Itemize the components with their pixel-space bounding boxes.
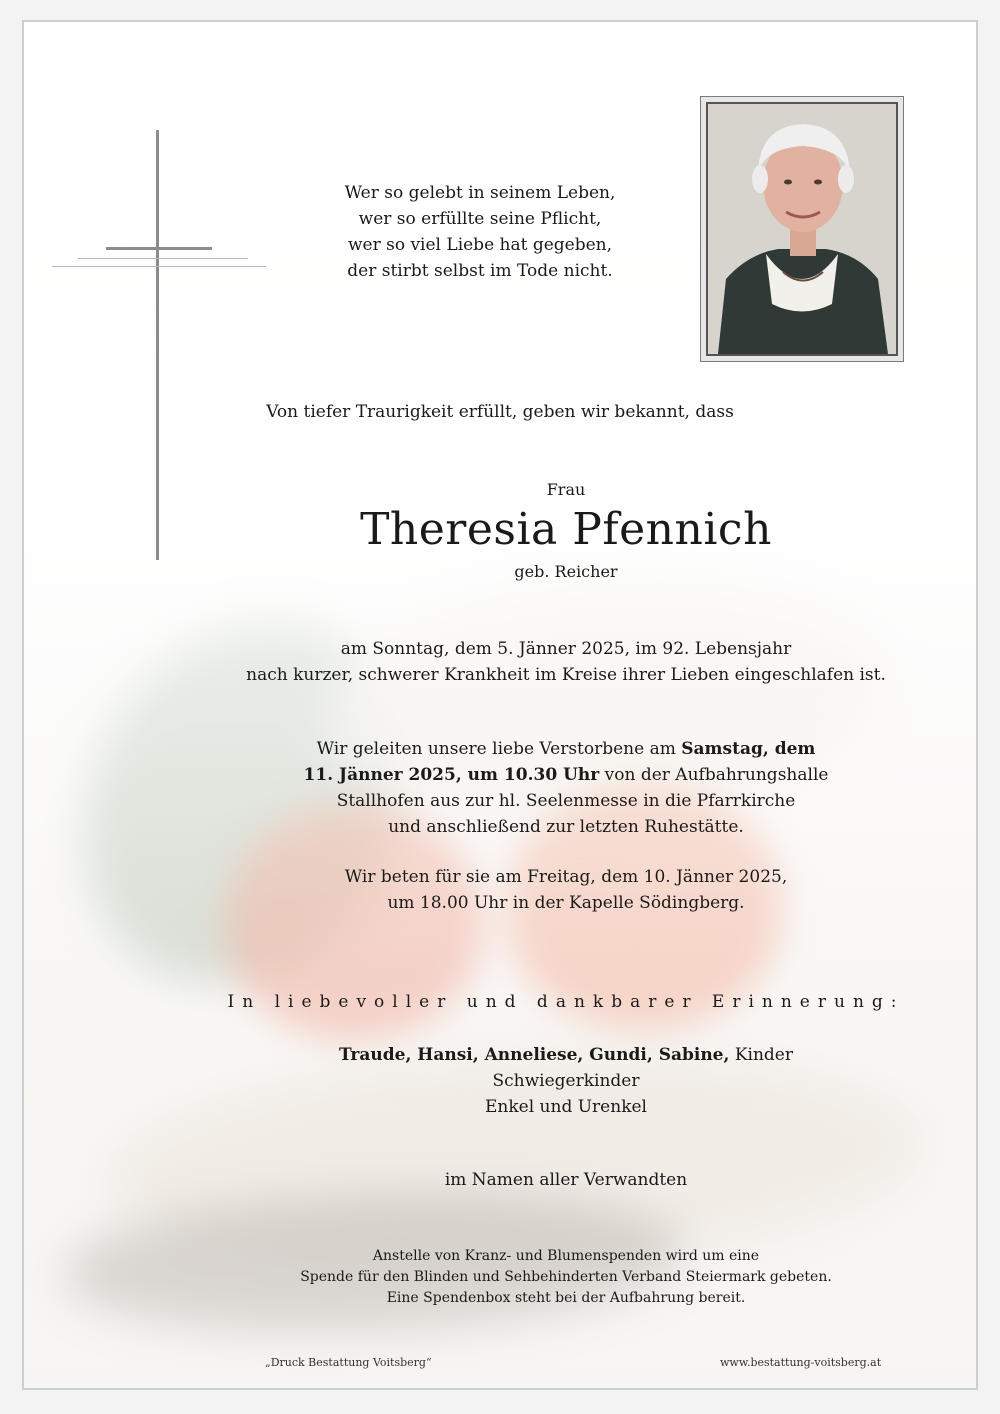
family-line: Enkel und Urenkel [484, 1097, 647, 1117]
memory-heading-text: In liebevoller und dankbarer Erinnerung: [227, 992, 905, 1012]
donation-line: Anstelle von Kranz- und Blumenspenden wird um eine [372, 1248, 760, 1264]
funeral-text: und anschließend zur letzten Ruhestätte. [388, 817, 744, 837]
children-names: Traude, Hansi, Anneliese, Gundi, Sabine, [339, 1045, 730, 1065]
poem-line: wer so viel Liebe hat gegeben, [347, 235, 613, 255]
poem-line: wer so erfüllte seine Pflicht, [358, 209, 602, 229]
donation-line: Spende für den Blinden und Sehbehinderten Verband Steiermark gebeten. [300, 1269, 832, 1285]
family-list [66, 1042, 1000, 1120]
portrait-photo [700, 96, 904, 362]
salutation [66, 480, 1000, 499]
funeral-time-bold: 11. Jänner 2025, um 10.30 Uhr [303, 765, 600, 785]
portrait-illustration [708, 104, 896, 354]
intro-line: Von tiefer Traurigkeit erfüllt, geben wir bekannt, dass [266, 402, 734, 422]
funeral-text: von der Aufbahrungshalle [599, 765, 829, 785]
donation-note [66, 1246, 1000, 1309]
death-notice [66, 636, 1000, 688]
printer-credit: „Druck Bestattung Voitsberg“ [265, 1356, 432, 1369]
death-line: nach kurzer, schwerer Krankheit im Kreise ihrer Lieben eingeschlafen ist. [246, 665, 886, 685]
intro-text [0, 402, 1000, 422]
death-line: am Sonntag, dem 5. Jänner 2025, im 92. Lebensjahr [340, 639, 792, 659]
prayer-line: um 18.00 Uhr in der Kapelle Södingberg. [387, 893, 745, 913]
funeral-text: Wir geleiten unsere liebe Verstorbene am [316, 739, 682, 759]
family-line: Schwiegerkinder [492, 1071, 640, 1091]
funeral-info [66, 736, 1000, 840]
salutation-text: Frau [546, 480, 586, 499]
cross-horizontal-bar [106, 247, 212, 250]
donation-line: Eine Spendenbox steht bei der Aufbahrung bereit. [386, 1290, 746, 1306]
relatives-line [66, 1170, 1000, 1190]
funeral-text: Stallhofen aus zur hl. Seelenmesse in die Pfarrkirche [336, 791, 796, 811]
poem-line: der stirbt selbst im Tode nicht. [347, 261, 613, 281]
prayer-info [66, 864, 1000, 916]
cross-line-lower [52, 266, 266, 267]
deceased-name-text: Theresia Pfennich [360, 504, 772, 555]
funeral-date-bold: Samstag, dem [681, 739, 816, 759]
website-link[interactable]: www.bestattung-voitsberg.at [720, 1356, 882, 1369]
cross-line-upper [78, 258, 248, 259]
relatives-text: im Namen aller Verwandten [444, 1170, 688, 1190]
maiden-name [66, 562, 1000, 581]
poem [300, 180, 660, 284]
prayer-line: Wir beten für sie am Freitag, dem 10. Jänner 2025, [344, 867, 788, 887]
memory-heading [66, 992, 1000, 1012]
poem-line: Wer so gelebt in seinem Leben, [344, 183, 616, 203]
portrait-image [706, 102, 898, 356]
children-label: Kinder [729, 1045, 793, 1065]
maiden-name-text: geb. Reicher [514, 562, 618, 581]
deceased-name [66, 504, 1000, 555]
